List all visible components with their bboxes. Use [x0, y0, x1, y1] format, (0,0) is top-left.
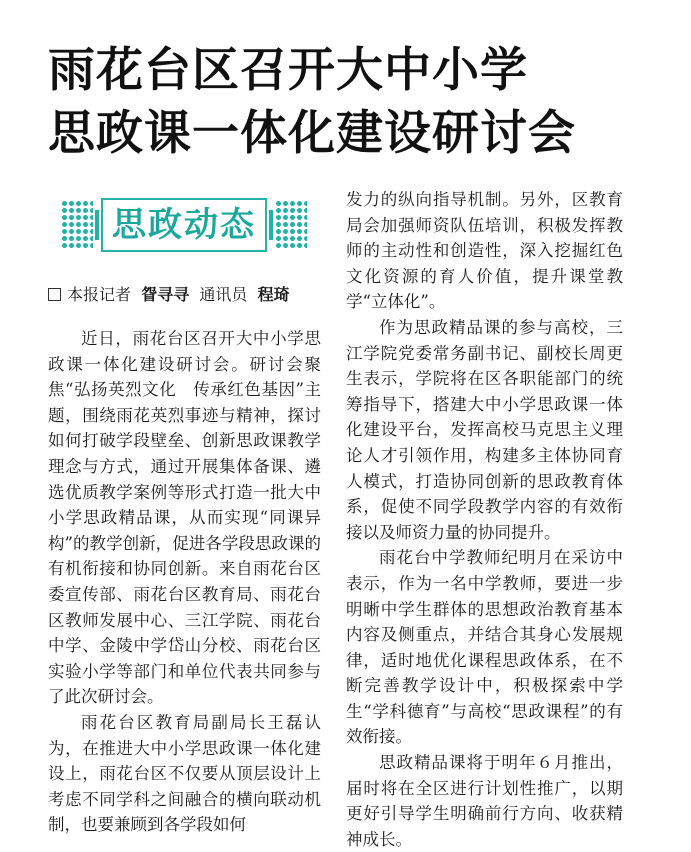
article-paragraph-2: 雨花台区教育局副局长王磊认为，在推进大中小学思政课一体化建设上，雨花台区不仅要从顶层设计上考虑不同学科之间融合的横向联动机制，也要兼顾到各学段如何: [48, 712, 321, 835]
byline-correspondent-label: 通讯员: [199, 285, 248, 304]
article-right-column: [346, 187, 623, 852]
right-dot-pattern: [275, 200, 307, 250]
article-paragraph-1: 近日，雨花台区召开大中小学思政课一体化建设研讨会。研讨会聚焦“弘扬英烈文化 传承红色基因”主题，围绕雨花英烈事迹与精神，探讨如何打破学段壁垒、创新思政课教学理念与方式，通过开展集体备课、遴选优质教学案例等形式打造一批大中小学思政精品课，从而实现“同课异构”的教学创新，促进各学段思政课的有机衔接和协同创新。来自雨花台区委宣传部、雨花台区教育局、雨花台区教师发展中心、三江学院、雨花台中学、金陵中学岱山分校、雨花台区实验小学等部门和单位代表共同参与了此次研讨会。: [48, 329, 321, 707]
banner-title: 思政动态: [112, 205, 256, 245]
byline: [48, 284, 290, 306]
article-paragraph-3: 作为思政精品课的参与高校，三江学院党委常务副书记、副校长周更生表示，学院将在区各职能部门的统筹指导下，搭建大中小学思政课一体化建设平台，发挥高校马克思主义理论人才引领作用，构建多主体协同育人模式，打造协同创新的思政教育体系，促使不同学段教学内容的有效衔接以及师资力量的协同提升。: [346, 317, 623, 542]
headline-line-2: 思政课一体化建设研讨会: [48, 106, 576, 161]
article-paragraph-5: 思政精品课将于明年６月推出，届时将在全区进行计划性推广，以期更好引导学生明确前行方向、收获精神成长。: [346, 753, 623, 849]
column-banner: [61, 192, 307, 258]
byline-reporter-label: 本报记者: [67, 285, 132, 304]
article-paragraph-2-continued: 发力的纵向指导机制。另外，区教育局会加强师资队伍培训，积极发挥教师的主动性和创造性，深入挖掘红色文化资源的育人价值，提升课堂教学“立体化”。: [346, 190, 623, 312]
byline-reporter-name: 眢寻寻: [141, 285, 190, 304]
square-icon: [48, 288, 61, 301]
article-paragraph-4: 雨花台中学教师纪明月在采访中表示，作为一名中学教师，要进一步明晰中学生群体的思想政治教育基本内容及侧重点，并结合其身心发展规律，适时地优化课程思政体系，在不断完善教学设计中，积极探索中学生“学科德育”与高校“思政课程”的有效衔接。: [346, 548, 623, 747]
byline-correspondent-name: 程琦: [257, 285, 290, 304]
headline-line-1: 雨花台区召开大中小学: [48, 43, 528, 98]
article-left-column: [48, 326, 321, 838]
left-dot-pattern: [61, 200, 93, 250]
